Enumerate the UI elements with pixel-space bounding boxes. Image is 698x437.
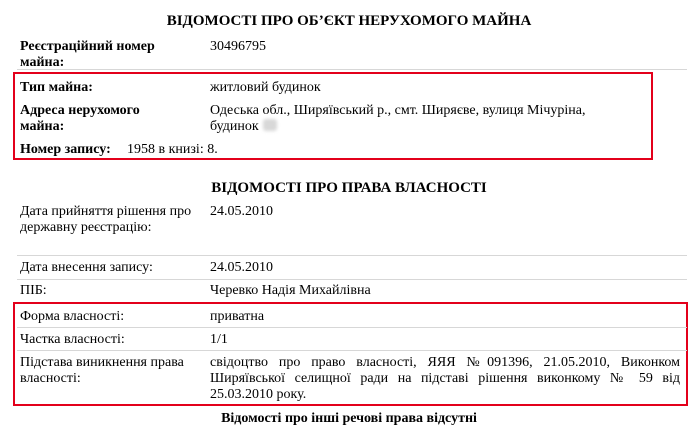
basis-label: Підстава виникнення права власності: [20, 355, 184, 386]
name-value: Черевко Надія Михайлівна [210, 283, 371, 298]
ownership-section-title: ВІДОМОСТІ ПРО ПРАВА ВЛАСНОСТІ [211, 180, 487, 196]
address-line-1: Одеська обл., Ширяївський р., смт. Ширяєве, вулиця Мічуріна, [210, 103, 586, 118]
row-separator [17, 279, 687, 280]
row-separator [17, 69, 687, 70]
name-label: ПІБ: [20, 283, 47, 298]
ownership-form-label: Форма власності: [20, 309, 125, 324]
footer-note: Відомості про інші речові права відсутні [221, 411, 477, 426]
address-value [210, 103, 688, 135]
reg-number-value: 30496795 [210, 39, 266, 54]
property-type-label: Тип майна: [20, 80, 93, 95]
decision-date-label: Дата прийняття рішення про державну реєстрацію: [20, 204, 192, 235]
row-separator [17, 255, 687, 256]
address-line-2 [210, 119, 688, 135]
reg-number-label: Реєстраційний номер майна: [20, 39, 155, 70]
share-value: 1/1 [210, 332, 228, 347]
row-separator [17, 327, 687, 328]
entry-date-label: Дата внесення запису: [20, 260, 153, 275]
record-number-label: Номер запису: [20, 142, 111, 157]
ownership-form-value: приватна [210, 309, 265, 324]
share-label: Частка власності: [20, 332, 125, 347]
record-number-value: 1958 в книзі: 8. [127, 142, 218, 157]
redacted-house-number [263, 119, 277, 131]
address-line-2-text: будинок [210, 119, 259, 134]
property-type-value: житловий будинок [210, 80, 321, 95]
entry-date-value: 24.05.2010 [210, 260, 273, 275]
basis-value: свідоцтво про право власності, ЯЯЯ №091396, 21.05.2010, Виконком Ширяївської селищної ради на підставі рішення виконкому № 59 від 25.03.2010 року. [210, 355, 680, 402]
row-separator [17, 350, 687, 351]
address-label: Адреса нерухомого майна: [20, 103, 140, 134]
decision-date-value: 24.05.2010 [210, 204, 273, 219]
object-section-title: ВІДОМОСТІ ПРО ОБ’ЄКТ НЕРУХОМОГО МАЙНА [166, 13, 532, 29]
